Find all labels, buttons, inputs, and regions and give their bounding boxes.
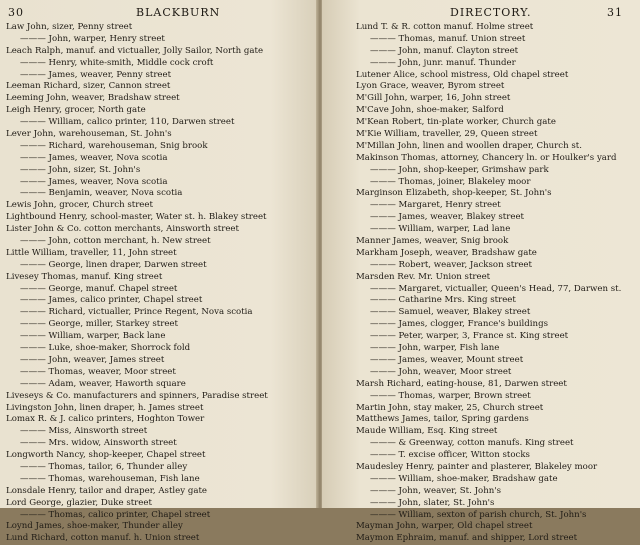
directory-entry: ——— John, weaver, Moor street (370, 366, 512, 377)
left-page (0, 0, 318, 544)
directory-entry: Leach Ralph, manuf. and victualler, Jolly Sailor, North gate (6, 45, 264, 56)
directory-entry: ——— James, weaver, Nova scotia (20, 152, 168, 163)
directory-entry: Lever John, warehouseman, St. John's (6, 129, 172, 140)
directory-entry: Markham Joseph, weaver, Bradshaw gate (356, 247, 537, 258)
directory-entry: Longworth Nancy, shop-keeper, Chapel street (6, 450, 206, 461)
directory-entry: M'Millan John, linen and woollen draper, Church st. (356, 140, 582, 151)
directory-entry: Liveseys & Co. manufacturers and spinners, Paradise street (6, 390, 268, 401)
directory-entry: ——— William, sexton of parish church, St. John's (370, 509, 587, 520)
page-number: 31 (607, 6, 623, 19)
directory-entry: ——— T. excise officer, Witton stocks (370, 450, 530, 461)
directory-entry: ——— Thomas, tailor, 6, Thunder alley (20, 461, 188, 472)
directory-entry: Maymon Ephraim, manuf. and shipper, Lord street (356, 533, 578, 544)
directory-entry: ——— Thomas, joiner, Blakeley moor (370, 176, 531, 187)
directory-entry: ——— Miss, Ainsworth street (20, 426, 148, 437)
directory-entry: ——— John, sizer, St. John's (20, 164, 141, 175)
directory-entry: Little William, traveller, 11, John street (6, 247, 177, 258)
directory-entries-right (356, 22, 621, 545)
directory-entry: Lewis John, grocer, Church street (6, 200, 153, 211)
directory-entry: ——— John, weaver, James street (20, 354, 165, 365)
directory-entry: ——— Margaret, Henry street (370, 200, 501, 211)
directory-entry: M'Kean Robert, tin-plate worker, Church gate (356, 117, 556, 128)
directory-entry: Lord George, glazier, Duke street (6, 497, 152, 508)
directory-entry: ——— Catharine Mrs. King street (370, 295, 516, 306)
directory-entry: ——— Luke, shoe-maker, Shorrock fold (20, 343, 191, 354)
directory-entry: ——— John, slater, St. John's (370, 497, 495, 508)
directory-entry: ——— Thomas, manuf. Union street (370, 33, 526, 44)
directory-entry: Lutener Alice, school mistress, Old chapel street (356, 69, 569, 80)
directory-entry: Maude William, Esq. King street (356, 426, 498, 437)
directory-entry: ——— Thomas, weaver, Moor street (20, 366, 176, 377)
directory-entry: ——— Benjamin, weaver, Nova scotia (20, 188, 183, 199)
running-head: BLACKBURN (136, 6, 221, 19)
directory-entry: Law John, sizer, Penny street (6, 22, 133, 32)
directory-entry: ——— George, linen draper, Darwen street (20, 259, 207, 270)
directory-entry: ——— Samuel, weaver, Blakey street (370, 307, 531, 318)
directory-entry: ——— Margaret, victualler, Queen's Head, 77, Darwen st. (370, 283, 622, 294)
directory-entry: ——— William, warper, Back lane (20, 331, 166, 342)
directory-entry: ——— James, weaver, Mount street (370, 354, 524, 365)
directory-entry: M'Gill John, warper, 16, John street (356, 93, 511, 104)
directory-entry: ——— Richard, victualler, Prince Regent, Nova scotia (20, 307, 253, 318)
directory-entry: Lightbound Henry, school-master, Water st. h. Blakey street (6, 212, 267, 223)
directory-entries-left (6, 22, 268, 545)
right-page (322, 0, 640, 544)
directory-entry: ——— John, junr. manuf. Thunder (370, 57, 516, 68)
directory-entry: Maudesley Henry, painter and plasterer, Blakeley moor (356, 461, 598, 472)
directory-entry: ——— Mrs. widow, Ainsworth street (20, 438, 177, 449)
right-page-header (322, 6, 640, 22)
directory-entry: M'Kie William, traveller, 29, Queen street (356, 129, 538, 140)
left-page-header (0, 6, 318, 22)
directory-entry: ——— James, calico printer, Chapel street (20, 295, 203, 306)
directory-entry: ——— Robert, weaver, Jackson street (370, 259, 532, 270)
directory-entry: Lister John & Co. cotton merchants, Ainsworth street (6, 224, 239, 235)
directory-entry: ——— John, warper, Fish lane (370, 343, 500, 354)
directory-entry: ——— John, cotton merchant, h. New street (20, 236, 211, 247)
directory-entry: ——— William, calico printer, 110, Darwen street (20, 117, 235, 128)
directory-entry: ——— John, manuf. Clayton street (370, 45, 519, 56)
directory-entry: ——— James, weaver, Blakey street (370, 212, 524, 223)
directory-entry: ——— Henry, white-smith, Middle cock croft (20, 57, 214, 68)
directory-entry: Marsden Rev. Mr. Union street (356, 271, 491, 282)
directory-entry: ——— George, miller, Starkey street (20, 319, 178, 330)
directory-entry: Mayman John, warper, Old chapel street (356, 521, 533, 532)
directory-entry: ——— George, manuf. Chapel street (20, 283, 178, 294)
directory-entry: Lund T. & R. cotton manuf. Holme street (356, 22, 534, 32)
directory-entry: Marsh Richard, eating-house, 81, Darwen street (356, 378, 567, 389)
directory-entry: Leigh Henry, grocer, North gate (6, 105, 146, 116)
directory-entry: Matthews James, tailor, Spring gardens (356, 414, 529, 425)
directory-entry: Livesey Thomas, manuf. King street (6, 271, 163, 282)
directory-entry: ——— Thomas, warper, Brown street (370, 390, 531, 401)
directory-entry: ——— James, weaver, Nova scotia (20, 176, 168, 187)
directory-entry: Marginson Elizabeth, shop-keeper, St. John's (356, 188, 552, 199)
directory-entry: Lyon Grace, weaver, Byrom street (356, 81, 505, 92)
directory-entry: Lonsdale Henry, tailor and draper, Astley gate (6, 485, 207, 496)
directory-entry: Loynd James, shoe-maker, Thunder alley (6, 521, 183, 532)
directory-entry: ——— James, weaver, Penny street (20, 69, 172, 80)
directory-entry: Makinson Thomas, attorney, Chancery ln. or Houlker's yard (356, 152, 617, 163)
directory-entry: ——— William, warper, Lad lane (370, 224, 511, 235)
directory-entry: Lomax R. & J. calico printers, Hoghton Tower (6, 414, 205, 425)
directory-entry: Manner James, weaver, Snig brook (356, 236, 509, 247)
directory-entry: Martin John, stay maker, 25, Church street (356, 402, 544, 413)
directory-entry: M'Cave John, shoe-maker, Salford (356, 105, 504, 116)
directory-entry: Livingston John, linen draper, h. James street (6, 402, 204, 413)
directory-entry: ——— Richard, warehouseman, Snig brook (20, 140, 208, 151)
directory-entry: ——— Peter, warper, 3, France st. King street (370, 331, 569, 342)
directory-entry: ——— Thomas, warehouseman, Fish lane (20, 473, 200, 484)
directory-entry: ——— John, shop-keeper, Grimshaw park (370, 164, 549, 175)
directory-entry: ——— William, shoe-maker, Bradshaw gate (370, 473, 558, 484)
directory-entry: Leeming John, weaver, Bradshaw street (6, 93, 180, 104)
page-number: 30 (8, 6, 24, 19)
directory-entry: ——— Adam, weaver, Haworth square (20, 378, 186, 389)
directory-entry: ——— James, clogger, France's buildings (370, 319, 549, 330)
directory-entry: ——— & Greenway, cotton manufs. King street (370, 438, 574, 449)
directory-entry: ——— John, weaver, St. John's (370, 485, 502, 496)
directory-entry: ——— John, warper, Henry street (20, 33, 165, 44)
directory-entry: Leeman Richard, sizer, Cannon street (6, 81, 171, 92)
running-head: DIRECTORY. (450, 6, 532, 19)
directory-entry: ——— Thomas, calico printer, Chapel street (20, 509, 211, 520)
directory-entry: Lund Richard, cotton manuf. h. Union street (6, 533, 200, 544)
